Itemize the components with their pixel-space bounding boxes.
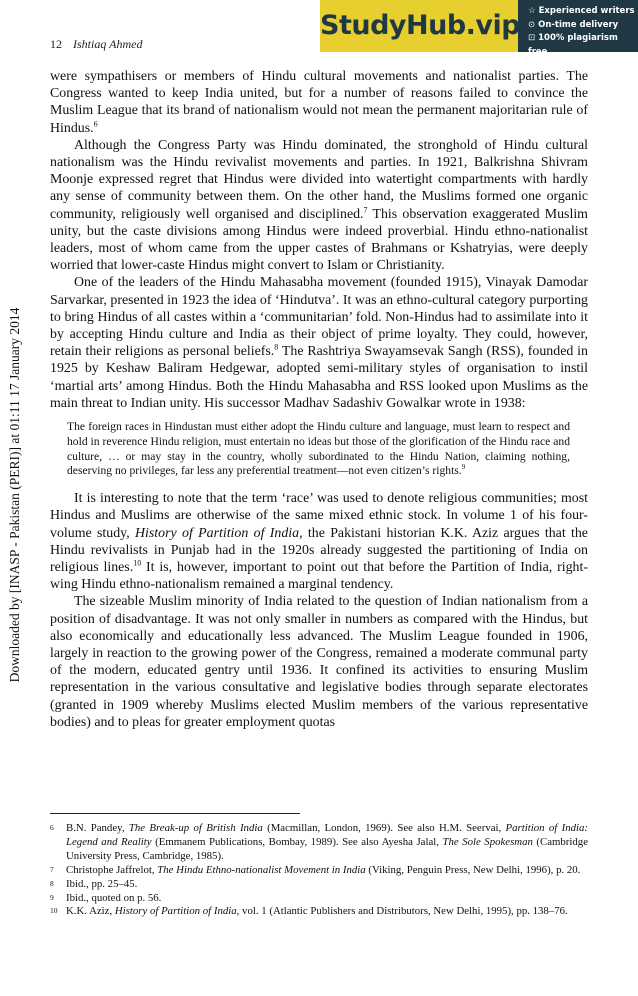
footnote-text: (Viking, Penguin Press, New Delhi, 1996), p. 20. xyxy=(365,863,581,876)
footnote-ref[interactable]: 8 xyxy=(274,342,279,352)
footnote-ref[interactable]: 7 xyxy=(363,205,368,214)
footnote-number: 7 xyxy=(50,864,54,874)
banner-feature: ⊡ 100% plagiarism free xyxy=(528,33,618,57)
footnote-title: The Break-up of British India xyxy=(128,822,263,834)
footnote-divider xyxy=(50,813,300,814)
footnote xyxy=(50,892,588,906)
download-watermark: Downloaded by [INASP - Pakistan (PERI)] at 01:11 17 January 2014 xyxy=(7,307,22,683)
book-title: History of Partition of India, xyxy=(135,525,303,541)
clock-icon: ⊙ xyxy=(528,19,536,30)
footnote-text: (Cambridge University Press, Cambridge, 1985). xyxy=(66,835,588,862)
footnote-ref[interactable]: 9 xyxy=(461,463,466,472)
footnotes xyxy=(50,822,588,919)
page-number: 12 xyxy=(50,37,62,51)
footnote-number: 10 xyxy=(50,906,58,916)
footnote-text: K.K. Aziz, xyxy=(66,905,115,918)
banner-feature: ⊙ On-time delivery xyxy=(528,19,619,30)
footnote-title: Partition of India: Legend and Reality xyxy=(66,822,588,848)
footnote xyxy=(50,822,588,864)
footnote-title: The Sole Spokesman xyxy=(442,835,533,848)
block-quote: The foreign races in Hindustan must either adopt the Hindu culture and language, must learn to respect and hold in reverence Hindu religion, must entertain no ideas but those of the glorification of the Hindu race and culture, … or may stay in the country, wholly subordinated to the Hindu Nation, claiming nothing, deserving no privileges, far less any preferential treatment—not even citizen’s rights.$^9$ xyxy=(67,420,570,478)
footnote-text: (Emmanem Publications, Bombay, 1989). See also Ayesha Jalal, xyxy=(151,835,443,848)
footnote-ref[interactable]: 10 xyxy=(133,558,142,568)
paragraph: were sympathisers or members of Hindu cultural movements and nationalist parties. The Congress wanted to keep India united, but for a number of reasons failed to convince the Muslim League that its brand of nationalism would not mean the permanent majoritarian rule of Hindus.$^6$ xyxy=(50,69,588,136)
footnote-text: Ibid., pp. 25–45. xyxy=(66,877,138,890)
studyhub-logo[interactable]: StudyHub.vip xyxy=(320,0,518,52)
footnote-number: 9 xyxy=(50,892,54,902)
footnote-text: Christophe Jaffrelot, xyxy=(66,863,158,876)
footnote-number: 6 xyxy=(50,823,54,832)
footnote xyxy=(50,864,588,878)
footnote-text: , vol. 1 (Atlantic Publishers and Distributors, New Delhi, 1995), pp. 138–76. xyxy=(236,905,568,918)
paragraph: One of the leaders of the Hindu Mahasabha movement (founded 1915), Vinayak Damodar Sarvarkar, presented in 1923 the idea of ‘Hindutva’. It was an ethno-cultural category purporting to bring Hindus of all castes within a ‘communitarian’ fold. Non-Hindus had to assimilate into it by accepting Hindu culture and India as their object of prime loyalty. They could, however, retain their religions as personal beliefs.$^8$ The Rashtriya Swayamsevak Sangh (RSS), founded in 1925 by Keshaw Baliram Hedgewar, adopted semi-military styles of organisation to instil ‘martial arts’ among Hindus. Both the Hindu Mahasabha and RSS looked upon Muslims as the main threat to Indian unity. His successor Madhav Sadashiv Gowalkar wrote in 1938: xyxy=(50,275,588,411)
banner-feature-list xyxy=(528,5,638,59)
paragraph: The sizeable Muslim minority of India related to the question of Indian nationalism from a position of disadvantage. It was not only smaller in numbers as compared with the Hindus, but also economically and educationally less advanced. The Muslim League founded in 1906, largely in reaction to the growing power of the Congress, remained a moderate communal party of the modern, educated gentry until 1936. It confined its activities to ensuring Muslim representation in the various consultative and legislative bodies through separate electorates (granted in 1909 whereby Muslims elected Muslim members of the various representative bodies) and to pleas for greater employment quotas xyxy=(50,594,588,730)
running-head-author: Ishtiaq Ahmed xyxy=(73,37,143,51)
footnote-text: Ibid., quoted on p. 56. xyxy=(66,891,162,904)
footnote xyxy=(50,905,588,919)
article-body xyxy=(50,68,588,731)
footnote xyxy=(50,878,588,892)
footnote-title: The Hindu Ethno-nationalist Movement in India xyxy=(157,863,366,876)
studyhub-ad-banner[interactable] xyxy=(320,0,638,57)
footnote-title: History of Partition of India xyxy=(114,905,237,918)
star-icon: ☆ xyxy=(528,6,536,16)
footnote-ref[interactable]: 6 xyxy=(93,118,98,128)
banner-feature: ☆ Experienced writers xyxy=(528,6,635,16)
running-head xyxy=(50,37,142,52)
footnote-number: 8 xyxy=(50,878,54,888)
paragraph: Although the Congress Party was Hindu dominated, the stronghold of Hindu cultural nationalism was the Hindu revivalist movements and parties. In 1921, Balkrishna Shivram Moonje expressed regret that Hindus were divided into watertight compartments with hardly any sense of community between them. On the other hand, the Muslims formed one organic community, religiously well organised and disciplined.$^7$ This observation exaggerated Muslim unity, but the caste divisions among Hindus were indeed proverbial. Hindu ethno-nationalist leaders, most of whom came from the upper castes of Brahmans or Kshatryias, were deeply worried that lower-caste Hindus might convert to Islam or Christianity. xyxy=(50,137,588,274)
document-check-icon: ⊡ xyxy=(528,33,536,43)
footnote-text: (Macmillan, London, 1969). See also H.M. Seervai, xyxy=(262,822,506,834)
footnote-text: B.N. Pandey, xyxy=(66,822,129,834)
paragraph: It is interesting to note that the term ‘race’ was used to denote religious communities; most Hindus and Muslims are otherwise of the same mixed ethnic stock. In volume 1 of his four-volume study, History of Partition of India, the Pakistani historian K.K. Aziz argues that the Hindu revivalists in Punjab had in the 1920s already suggested the partitioning of India on religious lines.$^{10}$ It is, however, important to point out that before the Partition of India, right-wing Hindu ethno-nationalism remained a marginal tendency. xyxy=(50,491,588,593)
